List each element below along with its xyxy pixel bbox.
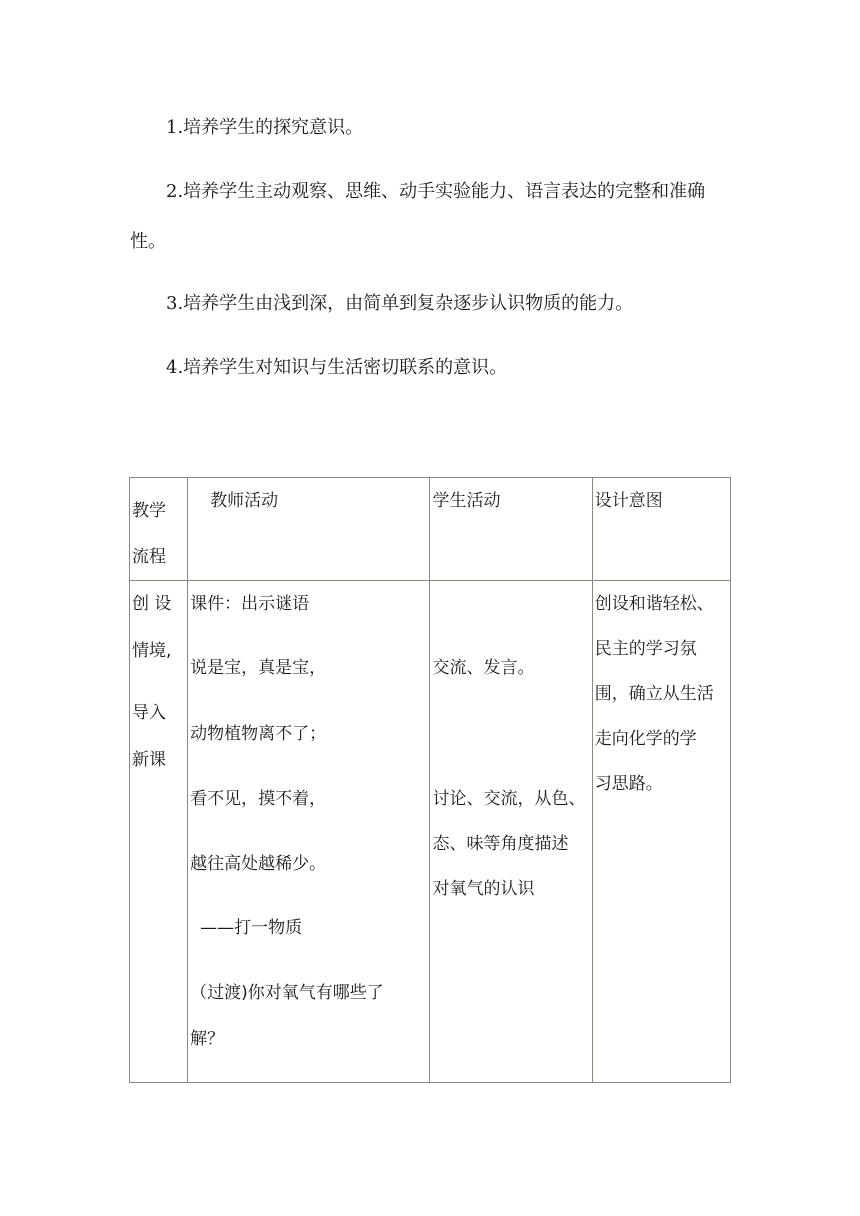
row1-design-line1: 创设和谐轻松、 [594, 594, 714, 614]
lesson-plan-table [129, 477, 731, 1083]
row1-process-line3: 导入 [132, 703, 166, 723]
row1-teacher-line6: ——打一物质 [200, 918, 303, 938]
row1-teacher-line5: 越往高处越稀少。 [190, 854, 327, 874]
header-process [130, 478, 188, 581]
row1-teacher-line1: 课件：出示谜语 [190, 594, 310, 614]
table-header-row [130, 478, 731, 581]
row1-teacher-line8: 解？ [190, 1029, 225, 1049]
row1-student-line2: 讨论、交流，从色、 [432, 789, 586, 809]
header-process-line1: 教学 [132, 501, 166, 521]
row1-teacher-line3: 动物植物离不了； [190, 724, 327, 744]
header-process-line2: 流程 [132, 547, 166, 567]
row1-teacher [188, 581, 430, 1083]
objective-1: 1.培养学生的探究意识。 [166, 117, 364, 138]
row1-design-line3: 围，确立从生活 [594, 684, 714, 704]
row1-design-line5: 习思路。 [594, 774, 663, 794]
row1-design-line2: 民主的学习氛 [594, 639, 697, 659]
row1-teacher-line4: 看不见，摸不着， [190, 789, 327, 809]
header-design-label: 设计意图 [594, 491, 663, 511]
header-student-label: 学生活动 [432, 491, 501, 511]
row1-process-line2: 情境, [132, 641, 172, 661]
row1-student-line4: 对氧气的认识 [432, 879, 535, 899]
objective-3: 3.培养学生由浅到深，由简单到复杂逐步认识物质的能力。 [166, 293, 634, 314]
row1-design-line4: 走向化学的学 [594, 729, 697, 749]
table-row [130, 581, 731, 1083]
row1-process-line4: 新课 [132, 750, 166, 770]
row1-process-line1: 创 设 [132, 594, 172, 614]
objective-4: 4.培养学生对知识与生活密切联系的意识。 [166, 357, 508, 378]
row1-teacher-line2: 说是宝，真是宝， [190, 658, 327, 678]
row1-process [130, 581, 188, 1083]
row1-teacher-line7: （过渡)你对氧气有哪些了 [190, 983, 384, 1003]
header-teacher [188, 478, 430, 581]
header-student [430, 478, 592, 581]
row1-student-line3: 态、味等角度描述 [432, 834, 569, 854]
header-design [592, 478, 730, 581]
header-teacher-label: 教师活动 [210, 491, 279, 511]
row1-student [430, 581, 592, 1083]
row1-design [592, 581, 730, 1083]
row1-student-line1: 交流、发言。 [432, 658, 535, 678]
objective-2: 2.培养学生主动观察、思维、动手实验能力、语言表达的完整和准确性。 [130, 181, 706, 252]
